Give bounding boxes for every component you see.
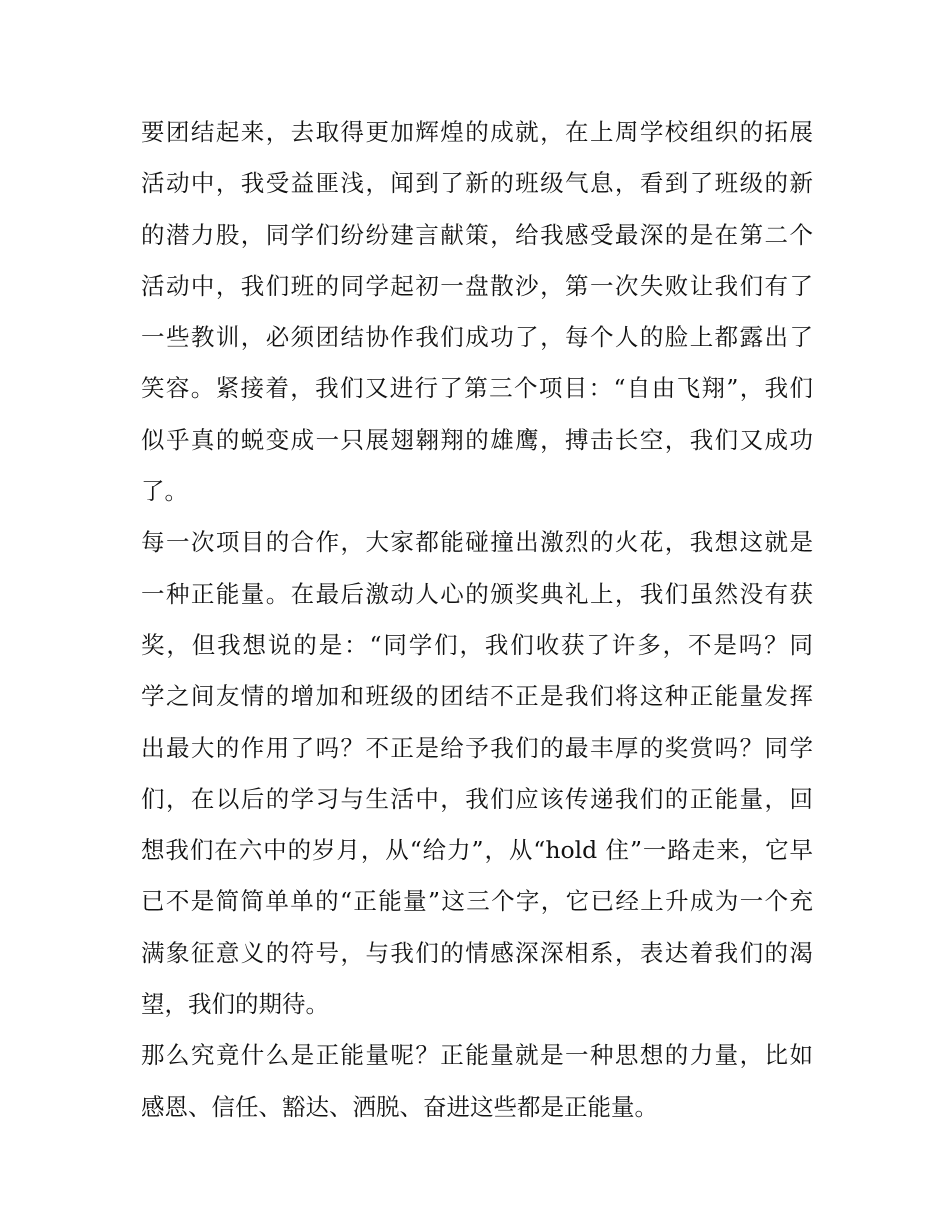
text-line: 一种正能量。在最后激动人心的颁奖典礼上，我们虽然没有获 — [141, 579, 813, 608]
paragraph-2 — [141, 517, 813, 1030]
text-line: 望，我们的期待。 — [141, 990, 329, 1019]
paragraph-1 — [141, 107, 813, 517]
text-line: 那么究竟什么是正能量呢？正能量就是一种思想的力量，比如 — [141, 1041, 813, 1070]
text-line: 学之间友情的增加和班级的团结不正是我们将这种正能量发挥 — [141, 682, 813, 711]
text-line: 的潜力股，同学们纷纷建言献策，给我感受最深的是在第二个 — [141, 220, 813, 249]
text-line: 每一次项目的合作，大家都能碰撞出激烈的火花，我想这就是 — [141, 528, 813, 557]
text-line: 笑容。紧接着，我们又进行了第三个项目：“自由飞翔”，我们 — [141, 374, 813, 403]
text-line: 们，在以后的学习与生活中，我们应该传递我们的正能量，回 — [141, 784, 813, 813]
document-body — [141, 107, 813, 1133]
text-line: 想我们在六中的岁月，从“给力”，从“hold 住”一路走来，它早 — [141, 836, 813, 865]
text-line: 要团结起来，去取得更加辉煌的成就，在上周学校组织的拓展 — [141, 118, 813, 146]
text-line: 感恩、信任、豁达、洒脱、奋进这些都是正能量。 — [141, 1092, 658, 1121]
text-line: 一些教训，必须团结协作我们成功了，每个人的脸上都露出了 — [141, 323, 813, 352]
text-line: 似乎真的蜕变成一只展翅翱翔的雄鹰，搏击长空，我们又成功 — [141, 425, 813, 454]
text-line: 出最大的作用了吗？不正是给予我们的最丰厚的奖赏吗？同学 — [141, 733, 813, 762]
text-line: 了。 — [141, 477, 188, 506]
text-line: 活动中，我们班的同学起初一盘散沙，第一次失败让我们有了 — [141, 271, 813, 300]
paragraph-3 — [141, 1030, 813, 1133]
text-line: 奖，但我想说的是：“同学们，我们收获了许多，不是吗？同 — [141, 630, 813, 659]
text-line: 已不是简简单单的“正能量”这三个字，它已经上升成为一个充 — [141, 887, 813, 916]
text-line: 活动中，我受益匪浅，闻到了新的班级气息，看到了班级的新 — [141, 169, 813, 198]
text-line: 满象征意义的符号，与我们的情感深深相系，表达着我们的渴 — [141, 938, 813, 967]
